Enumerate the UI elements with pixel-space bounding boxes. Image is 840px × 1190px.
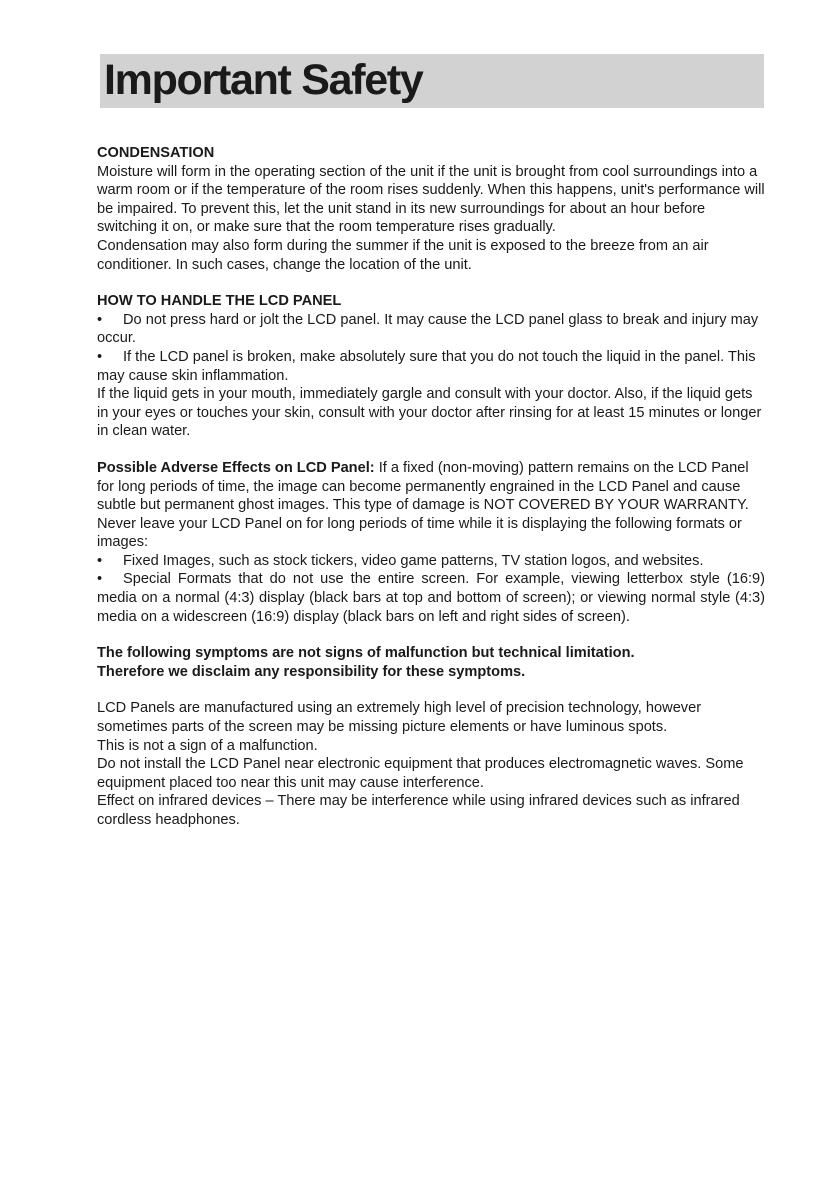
- condensation-heading: CONDENSATION: [97, 145, 215, 161]
- notes-line-1: LCD Panels are manufactured using an extremely high level of precision technology, however sometimes parts of the screen may be missing picture elements or have luminous spots.: [97, 700, 702, 736]
- lcd-panel-heading: HOW TO HANDLE THE LCD PANEL: [97, 293, 342, 310]
- page-title: Important Safety: [104, 56, 423, 104]
- disclaimer-line-2: Therefore we disclaim any responsibility for these symptoms.: [97, 663, 526, 680]
- adverse-effects-section: [97, 459, 765, 626]
- adverse-effects-bullet-2: • Special Formats that do not use the entire screen. For example, viewing letterbox style (16:9) media on a normal (4:3) display (black bars at top and bottom of screen); or viewing normal style (4:3) media on a widescreen (16:9) display (black bars on left and right sides of screen).: [97, 570, 765, 626]
- adverse-effects-intro: [97, 459, 765, 552]
- notes-section: [97, 699, 765, 829]
- title-banner: [100, 54, 764, 108]
- lcd-panel-paragraph: If the liquid gets in your mouth, immediately gargle and consult with your doctor. Also, if the liquid gets in your eyes or touches your skin, consult with your doctor after rinsing for at least 15 minutes or longer in clean water.: [97, 386, 762, 440]
- condensation-paragraph-2: Condensation may also form during the summer if the unit is exposed to the breeze from an air conditioner. In such cases, change the location of the unit.: [97, 237, 709, 273]
- document-body: [97, 144, 765, 848]
- notes-line-3: Do not install the LCD Panel near electronic equipment that produces electromagnetic waves. Some equipment placed too near this unit may cause interference.: [97, 756, 744, 791]
- adverse-effects-bullet-1: • Fixed Images, such as stock tickers, video game patterns, TV station logos, and websites.: [97, 552, 765, 571]
- adverse-effects-text: If a fixed (non-moving) pattern remains on the LCD Panel for long periods of time, the image can become permanently engrained in the LCD Panel and cause subtle but permanent ghost images. This type of damage is NOT COVERED BY YOUR WARRANTY. Never leave your LCD Panel on for long periods of time while it is displaying the following formats or images:: [97, 459, 749, 551]
- adverse-effects-lead: Possible Adverse Effects on LCD Panel:: [97, 459, 375, 476]
- notes-line-4: Effect on infrared devices – There may be interference while using infrared devices such as infrared cordless headphones.: [97, 793, 740, 828]
- lcd-panel-bullet-2: • If the LCD panel is broken, make absolutely sure that you do not touch the liquid in the panel. This may cause skin inflammation.: [97, 348, 765, 385]
- disclaimer-line-1: The following symptoms are not signs of malfunction but technical limitation.: [97, 645, 635, 662]
- lcd-panel-section: [97, 292, 765, 441]
- condensation-paragraph-1: Moisture will form in the operating section of the unit if the unit is brought from cool surroundings into a warm room or if the temperature of the room rises suddenly. When this happens, unit's performance will be impaired. To prevent this, let the unit stand in its new surroundings for about an hour before switching it on, or make sure that the room temperature rises gradually.: [97, 163, 765, 236]
- notes-line-2: This is not a sign of a malfunction.: [97, 737, 318, 754]
- condensation-section: [97, 144, 765, 274]
- lcd-panel-bullet-1: • Do not press hard or jolt the LCD panel. It may cause the LCD panel glass to break and injury may occur.: [97, 311, 765, 348]
- disclaimer-section: [97, 644, 765, 681]
